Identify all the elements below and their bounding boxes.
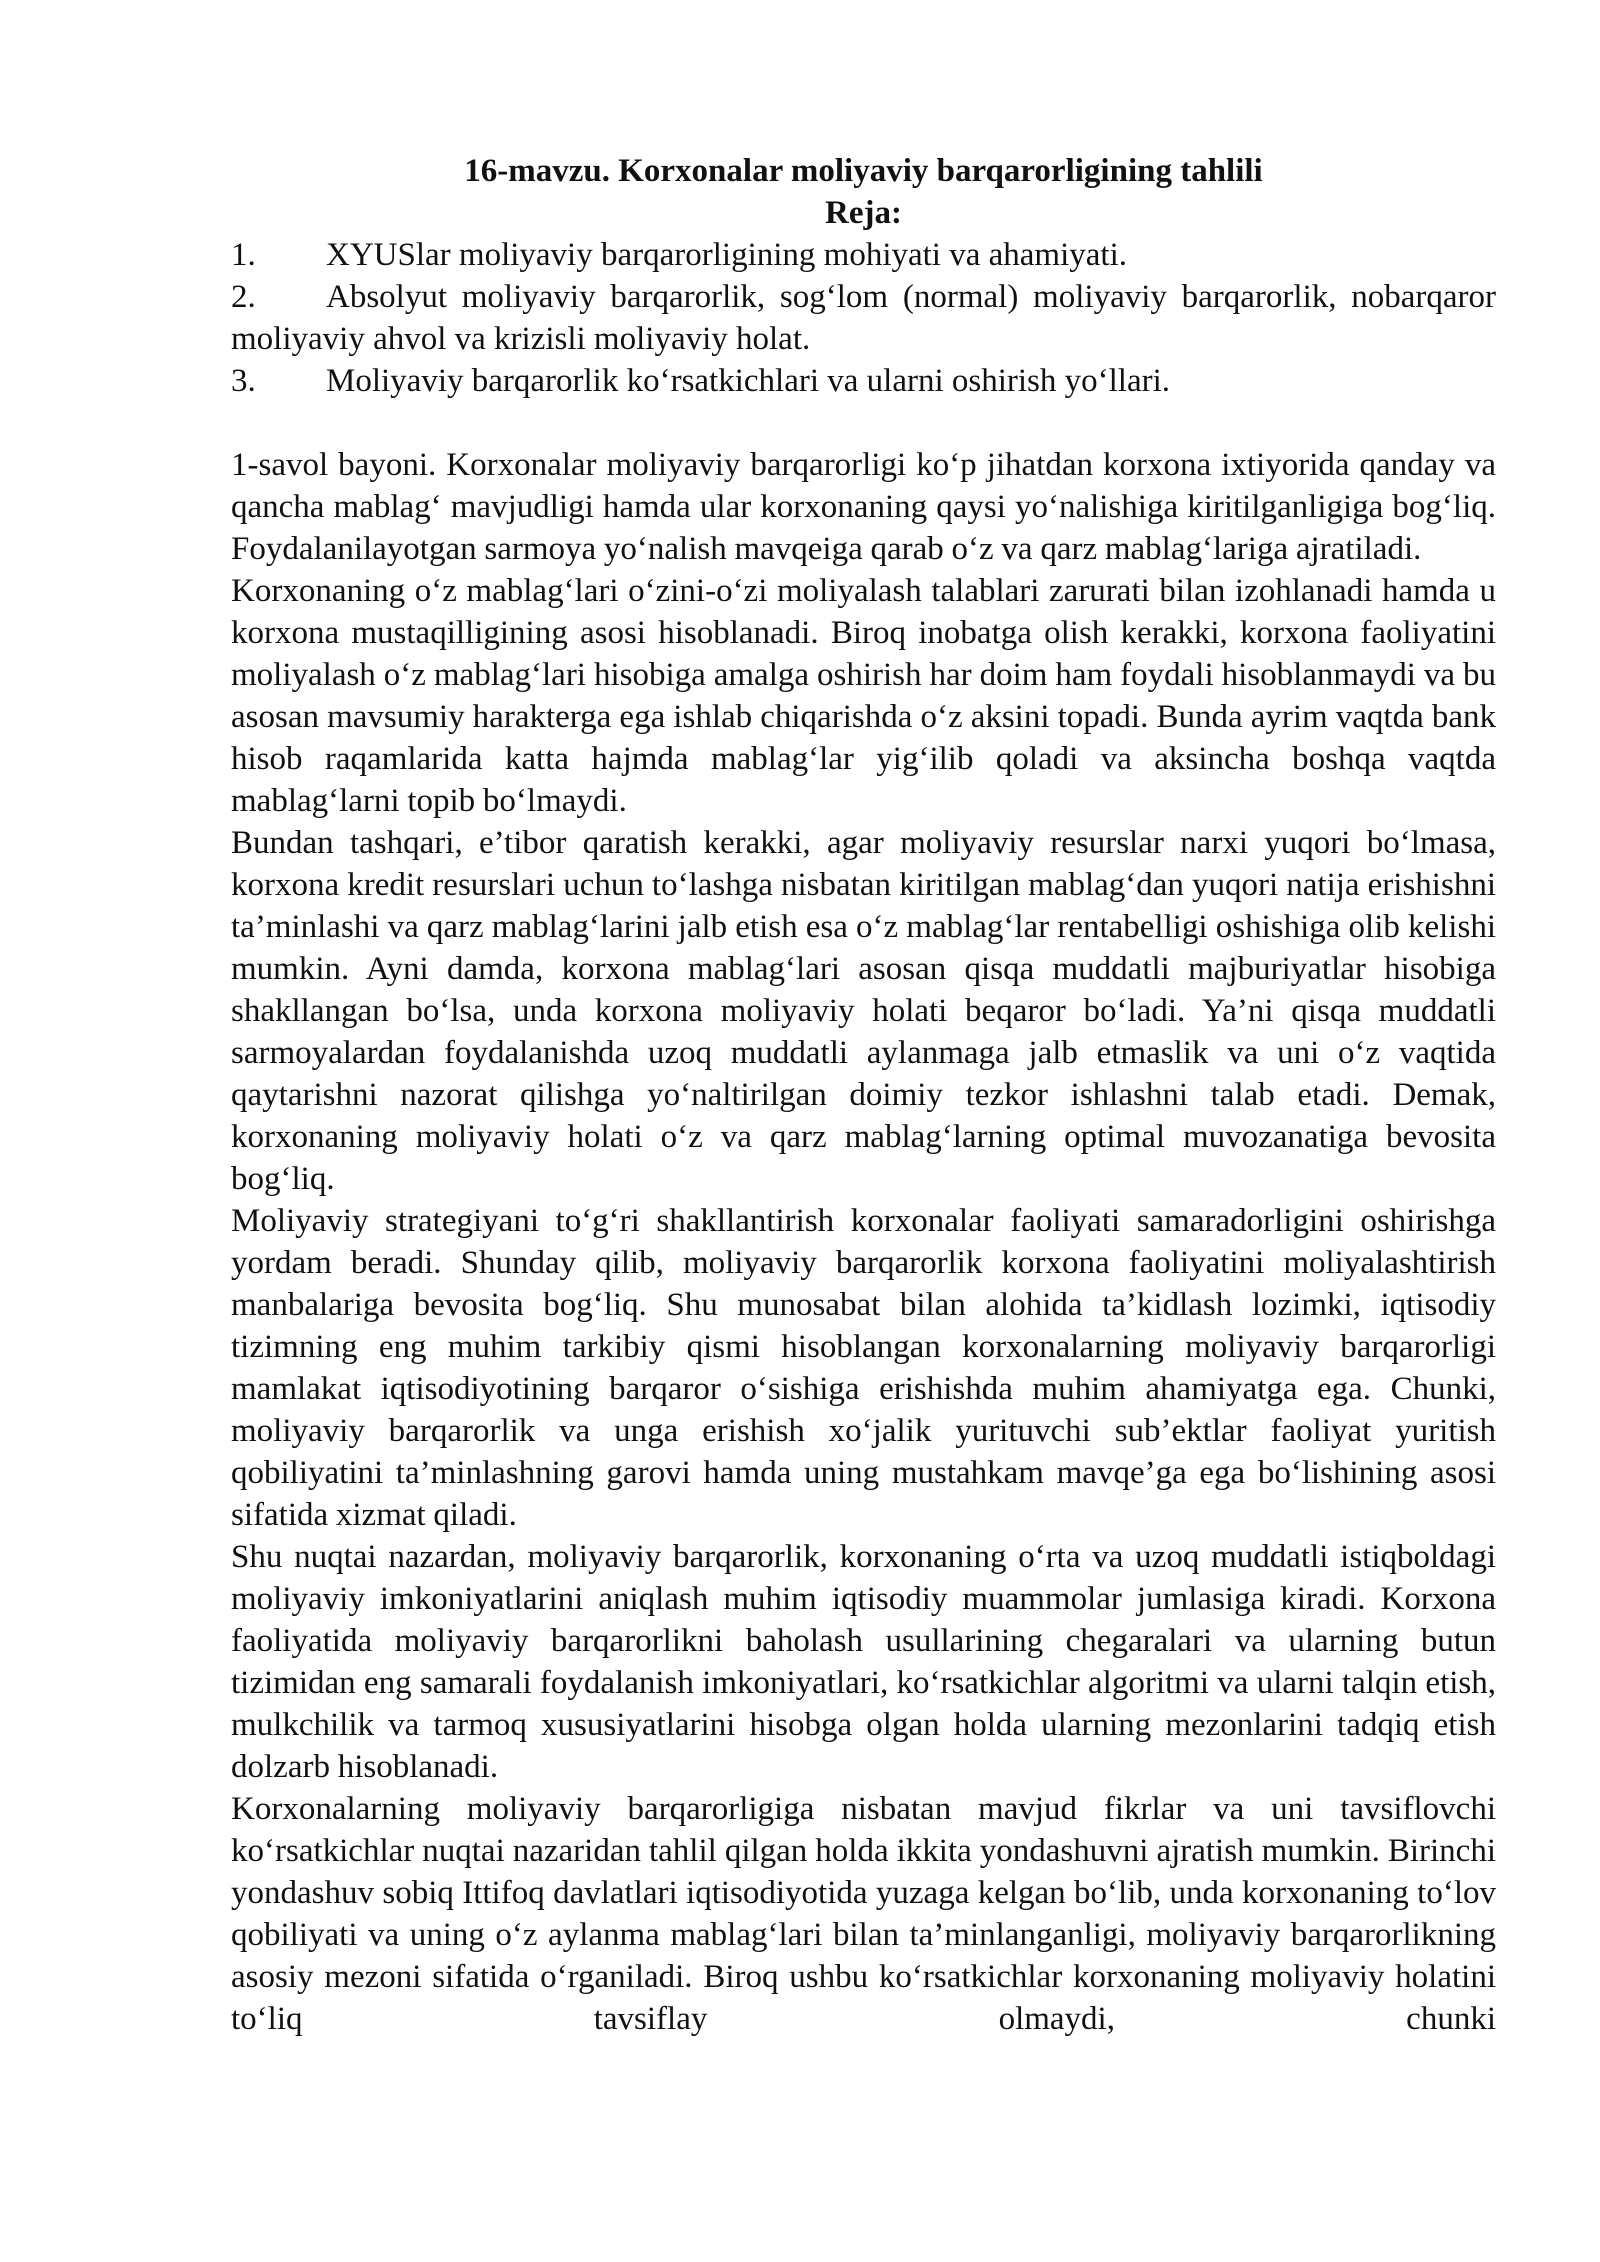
plan-item-number: 3. [231,363,256,399]
body-paragraph: Moliyaviy strategiyani to‘g‘ri shakllantirish korxonalar faoliyati samaradorligini oshirishga yordam beradi. Shunday qilib, moliyaviy barqarorlik korxona faoliyatini moliyalashtirish manbalariga bevosita bog‘liq. Shu munosabat bilan alohida ta’kidlash lozimki, iqtisodiy tizimning eng muhim tarkibiy qismi hisoblangan korxonalarning moliyaviy barqarorligi mamlakat iqtisodiyotining barqaror o‘sishiga erishishda muhim ahamiyatga ega. Chunki, moliyaviy barqarorlik va unga erishish xo‘jalik yurituvchi sub’ektlar faoliyat yuritish qobiliyatini ta’minlashning garovi hamda uning mustahkam mavqe’ga ega bo‘lishining asosi sifatida xizmat qiladi. [231,1203,1496,1533]
plan-item-number: 2. [231,279,256,315]
plan-heading: Reja: [825,195,902,231]
plan-item [231,276,1496,360]
document-page [231,150,1496,2040]
plan-item-number: 1. [231,237,256,273]
plan-item [231,234,1496,276]
document-title: 16-mavzu. Korxonalar moliyaviy barqarorligining tahlili [464,153,1263,189]
body-paragraph: Korxonalarning moliyaviy barqarorligiga nisbatan mavjud fikrlar va uni tavsiflovchi ko‘rsatkichlar nuqtai nazaridan tahlil qilgan holda ikkita yondashuvni ajratish mumkin. Birinchi yondashuv sobiq Ittifoq davlatlari iqtisodiyotida yuzaga kelgan bo‘lib, unda korxonaning to‘lov qobiliyati va uning o‘z aylanma mablag‘lari bilan ta’minlanganligi, moliyaviy barqarorlikning asosiy mezoni sifatida o‘rganiladi. Biroq ushbu ko‘rsatkichlar korxonaning moliyaviy holatini to‘liq tavsiflay olmaydi, chunki [231,1791,1496,2037]
plan-item-text: Moliyaviy barqarorlik ko‘rsatkichlari va ularni oshirish yo‘llari. [326,363,1171,399]
plan-item [231,360,1496,402]
plan-item-text: XYUSlar moliyaviy barqarorligining mohiyati va ahamiyati. [326,237,1127,273]
plan-item-text: Absolyut moliyaviy barqarorlik, sog‘lom (normal) moliyaviy barqarorlik, nobarqaror moliyaviy ahvol va krizisli moliyaviy holat. [231,279,1496,357]
body-paragraph: Korxonaning o‘z mablag‘lari o‘zini-o‘zi moliyalash talablari zarurati bilan izohlanadi hamda u korxona mustaqilligining asosi hisoblanadi. Biroq inobatga olish kerakki, korxona faoliyatini moliyalash o‘z mablag‘lari hisobiga amalga oshirish har doim ham foydali hisoblanmaydi va bu asosan mavsumiy harakterga ega ishlab chiqarishda o‘z aksini topadi. Bunda ayrim vaqtda bank hisob raqamlarida katta hajmda mablag‘lar yig‘ilib qoladi va aksincha boshqa vaqtda mablag‘larni topib bo‘lmaydi. [231,573,1496,819]
spacer [231,402,1496,444]
body-paragraph: Shu nuqtai nazardan, moliyaviy barqarorlik, korxonaning o‘rta va uzoq muddatli istiqboldagi moliyaviy imkoniyatlarini aniqlash muhim iqtisodiy muammolar jumlasiga kiradi. Korxona faoliyatida moliyaviy barqarorlikni baholash usullarining chegaralari va ularning butun tizimidan eng samarali foydalanish imkoniyatlari, ko‘rsatkichlar algoritmi va ularni talqin etish, mulkchilik va tarmoq xususiyatlarini hisobga olgan holda ularning mezonlarini tadqiq etish dolzarb hisoblanadi. [231,1539,1496,1785]
body-paragraph: Bundan tashqari, e’tibor qaratish kerakki, agar moliyaviy resurslar narxi yuqori bo‘lmasa, korxona kredit resurslari uchun to‘lashga nisbatan kiritilgan mablag‘dan yuqori natija erishishni ta’minlashi va qarz mablag‘larini jalb etish esa o‘z mablag‘lar rentabelligi oshishiga olib kelishi mumkin. Ayni damda, korxona mablag‘lari asosan qisqa muddatli majburiyatlar hisobiga shakllangan bo‘lsa, unda korxona moliyaviy holati beqaror bo‘ladi. Ya’ni qisqa muddatli sarmoyalardan foydalanishda uzoq muddatli aylanmaga jalb etmaslik va uni o‘z vaqtida qaytarishni nazorat qilishga yo‘naltirilgan doimiy tezkor ishlashni talab etadi. Demak, korxonaning moliyaviy holati o‘z va qarz mablag‘larning optimal muvozanatiga bevosita bog‘liq. [231,825,1496,1197]
body-paragraph: 1-savol bayoni. Korxonalar moliyaviy barqarorligi ko‘p jihatdan korxona ixtiyorida qanday va qancha mablag‘ mavjudligi hamda ular korxonaning qaysi yo‘nalishiga kiritilganligiga bog‘liq. Foydalanilayotgan sarmoya yo‘nalish mavqeiga qarab o‘z va qarz mablag‘lariga ajratiladi. [231,447,1496,567]
